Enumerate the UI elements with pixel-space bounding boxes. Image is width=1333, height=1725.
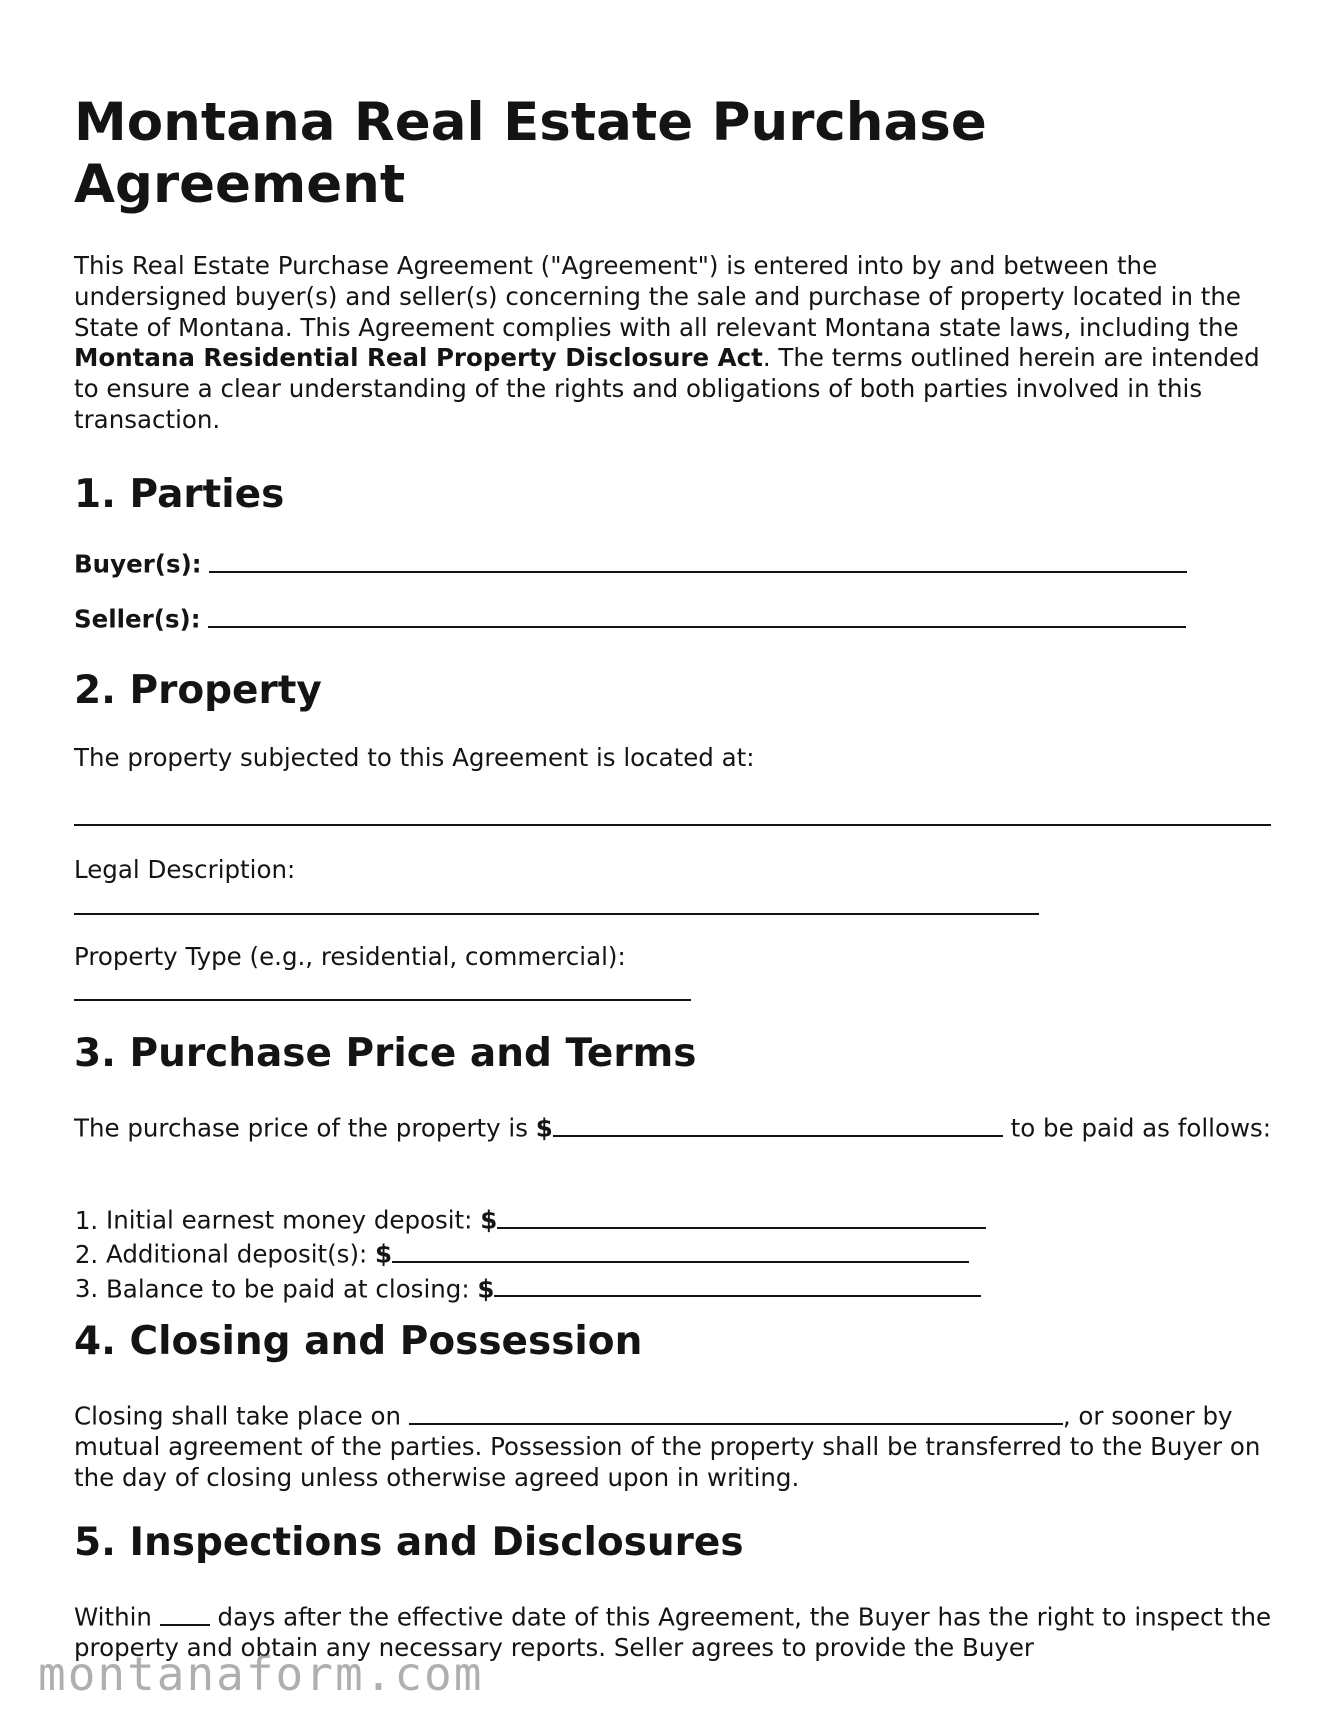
additional-deposit-field[interactable] [392, 1236, 969, 1263]
section-parties-heading: 1. Parties [74, 472, 285, 517]
property-type-field[interactable] [74, 999, 691, 1001]
document-title: Montana Real Estate Purchase Agreement [74, 92, 987, 215]
purchase-price-paragraph [74, 1110, 1274, 1144]
earnest-deposit-field[interactable] [497, 1202, 986, 1229]
property-address-field[interactable] [74, 824, 1271, 826]
balance-at-closing-field[interactable] [494, 1271, 981, 1298]
list-item [106, 1271, 986, 1305]
inspections-text-after: days after the effective date of this Agreement, the Buyer has the right to inspect the property and obtain any necessary reports. Seller agrees to provide the Buyer [74, 1602, 1272, 1663]
closing-date-field[interactable] [409, 1398, 1063, 1425]
disclosure-act-name: Montana Residential Real Property Disclosure Act [74, 343, 763, 373]
intro-paragraph [74, 251, 1274, 436]
purchase-price-field[interactable] [553, 1110, 1003, 1137]
section-property-heading: 2. Property [74, 668, 322, 713]
price-text-before: The purchase price of the property is [74, 1113, 536, 1143]
additional-deposit-label: Additional deposit(s): [106, 1239, 376, 1269]
dollar-sign: $ [480, 1205, 498, 1235]
property-type-label: Property Type (e.g., residential, commercial): [74, 942, 626, 971]
intro-text-before: This Real Estate Purchase Agreement ("Agreement") is entered into by and between the undersigned buyer(s) and seller(s) concerning the sale and purchase of property located in the State of Montana. This Agreement complies with all relevant Montana state laws, including the [74, 251, 1242, 342]
site-watermark: montanaform.com [38, 1647, 484, 1701]
list-item [106, 1202, 986, 1236]
closing-text-after: , or sooner by mutual agreement of the parties. Possession of the property shall be transferred to the Buyer on the day of closing unless otherwise agreed upon in writing. [74, 1401, 1261, 1493]
buyer-line [74, 546, 1187, 580]
price-dollar-sign: $ [535, 1113, 553, 1143]
inspection-days-field[interactable] [160, 1599, 210, 1626]
section-closing-heading: 4. Closing and Possession [74, 1319, 643, 1364]
price-text-after: to be paid as follows: [1002, 1113, 1271, 1143]
closing-paragraph [74, 1398, 1274, 1494]
dollar-sign: $ [375, 1239, 393, 1269]
buyer-label: Buyer(s): [74, 549, 202, 579]
payment-schedule-list [74, 1202, 986, 1305]
seller-label: Seller(s): [74, 604, 201, 634]
balance-at-closing-label: Balance to be paid at closing: [106, 1274, 478, 1304]
seller-field[interactable] [208, 601, 1186, 628]
section-price-heading: 3. Purchase Price and Terms [74, 1031, 697, 1076]
section-inspections-heading: 5. Inspections and Disclosures [74, 1520, 744, 1565]
seller-line [74, 601, 1186, 635]
inspections-text-before: Within [74, 1602, 160, 1632]
property-location-text: The property subjected to this Agreement is located at: [74, 743, 755, 772]
intro-text-after: . The terms outlined herein are intended to ensure a clear understanding of the rights and obligations of both parties involved in this transaction. [74, 343, 1260, 434]
earnest-deposit-label: Initial earnest money deposit: [106, 1205, 481, 1235]
legal-description-field[interactable] [74, 913, 1039, 915]
list-item [106, 1236, 986, 1270]
closing-text-before: Closing shall take place on [74, 1401, 409, 1431]
dollar-sign: $ [477, 1274, 495, 1304]
legal-description-label: Legal Description: [74, 855, 296, 884]
buyer-field[interactable] [209, 546, 1187, 573]
